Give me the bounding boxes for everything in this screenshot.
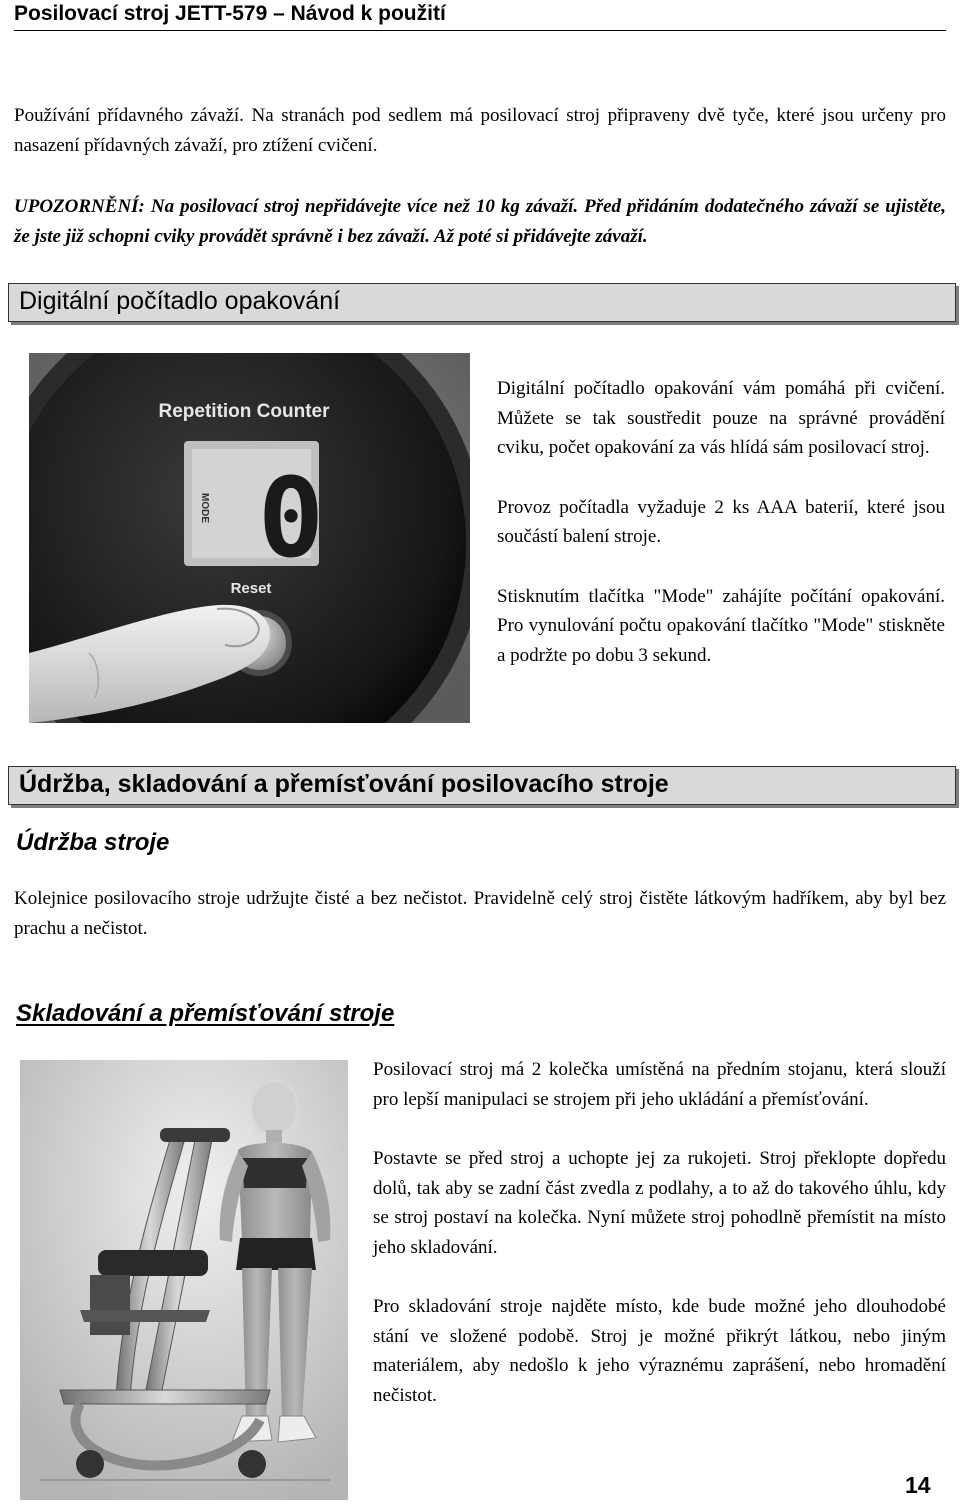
machine-storage-photo: [20, 1060, 348, 1500]
maintenance-paragraph: Kolejnice posilovacího stroje udržujte čisté a bez nečistot. Pravidelně celý stroj čistěte látkovým hadříkem, aby byl bez prachu a nečistot.: [14, 888, 946, 939]
subheading-storage: Skladování a přemísťování stroje: [16, 1000, 395, 1027]
reset-label: Reset: [230, 580, 272, 597]
mode-label: MODE: [199, 493, 210, 523]
subheading-maintenance: Údržba stroje: [16, 829, 170, 856]
counter-description: [497, 374, 945, 700]
repetition-counter-photo: [29, 353, 470, 723]
page-number: 14: [905, 1472, 931, 1498]
document-title: Posilovací stroj JETT-579 – Návod k použití: [14, 2, 446, 25]
warning-paragraph: UPOZORNĚNÍ: Na posilovací stroj nepřidávejte více než 10 kg závaží. Před přidáním dodatečného závaží se ujistěte, že jste již schopni cviky provádět správně i bez závaží. Až poté si přidávejte závaží.: [14, 196, 946, 247]
section-heading-counter-text: Digitální počítadlo opakování: [19, 287, 341, 315]
counter-paragraph: Provoz počítadla vyžaduje 2 ks AAA baterií, které jsou součástí balení stroje.: [497, 496, 945, 547]
title-underline: [14, 30, 946, 31]
storage-paragraph: Postavte se před stroj a uchopte jej za rukojeti. Stroj překlopte dopředu dolů, tak aby se zadní část zvedla z podlahy, a to až do takového úhlu, kdy se stroj postaví na kolečka. Nyní můžete stroj pohodlně přemístit na místo jeho skladování.: [373, 1148, 946, 1258]
storage-description: [373, 1055, 946, 1440]
weights-paragraph: Používání přídavného závaží. Na stranách pod sedlem má posilovací stroj připraveny dvě tyče, které jsou určeny pro nasazení přídavných závaží, pro ztížení cvičení.: [14, 105, 946, 156]
section-heading-counter: [8, 283, 956, 322]
storage-paragraph: Posilovací stroj má 2 kolečka umístěná na předním stojanu, která slouží pro lepší manipulaci se strojem při jeho ukládání a přemísťování.: [373, 1059, 946, 1110]
display-digit: 0: [257, 454, 325, 582]
counter-paragraph: Stisknutím tlačítka "Mode" zahájíte počítání opakování. Pro vynulování počtu opakování tlačítko "Mode" stiskněte a podržte po dobu 3 sekund.: [497, 585, 945, 666]
device-title-label: Repetition Counter: [158, 401, 330, 422]
section-heading-maintenance: [8, 766, 956, 805]
section-heading-maintenance-text: Údržba, skladování a přemísťování posilovacího stroje: [19, 770, 669, 798]
counter-paragraph: Digitální počítadlo opakování vám pomáhá při cvičení. Můžete se tak soustředit pouze na správné provádění cviku, počet opakování za vás hlídá sám posilovací stroj.: [497, 378, 945, 458]
storage-paragraph: Pro skladování stroje najděte místo, kde bude možné jeho dlouhodobé stání ve složené podobě. Stroj je možné přikrýt látkou, nebo jiným materiálem, aby nedošlo k jeho výraznému zaprášení, nebo hromadění nečistot.: [373, 1296, 946, 1406]
